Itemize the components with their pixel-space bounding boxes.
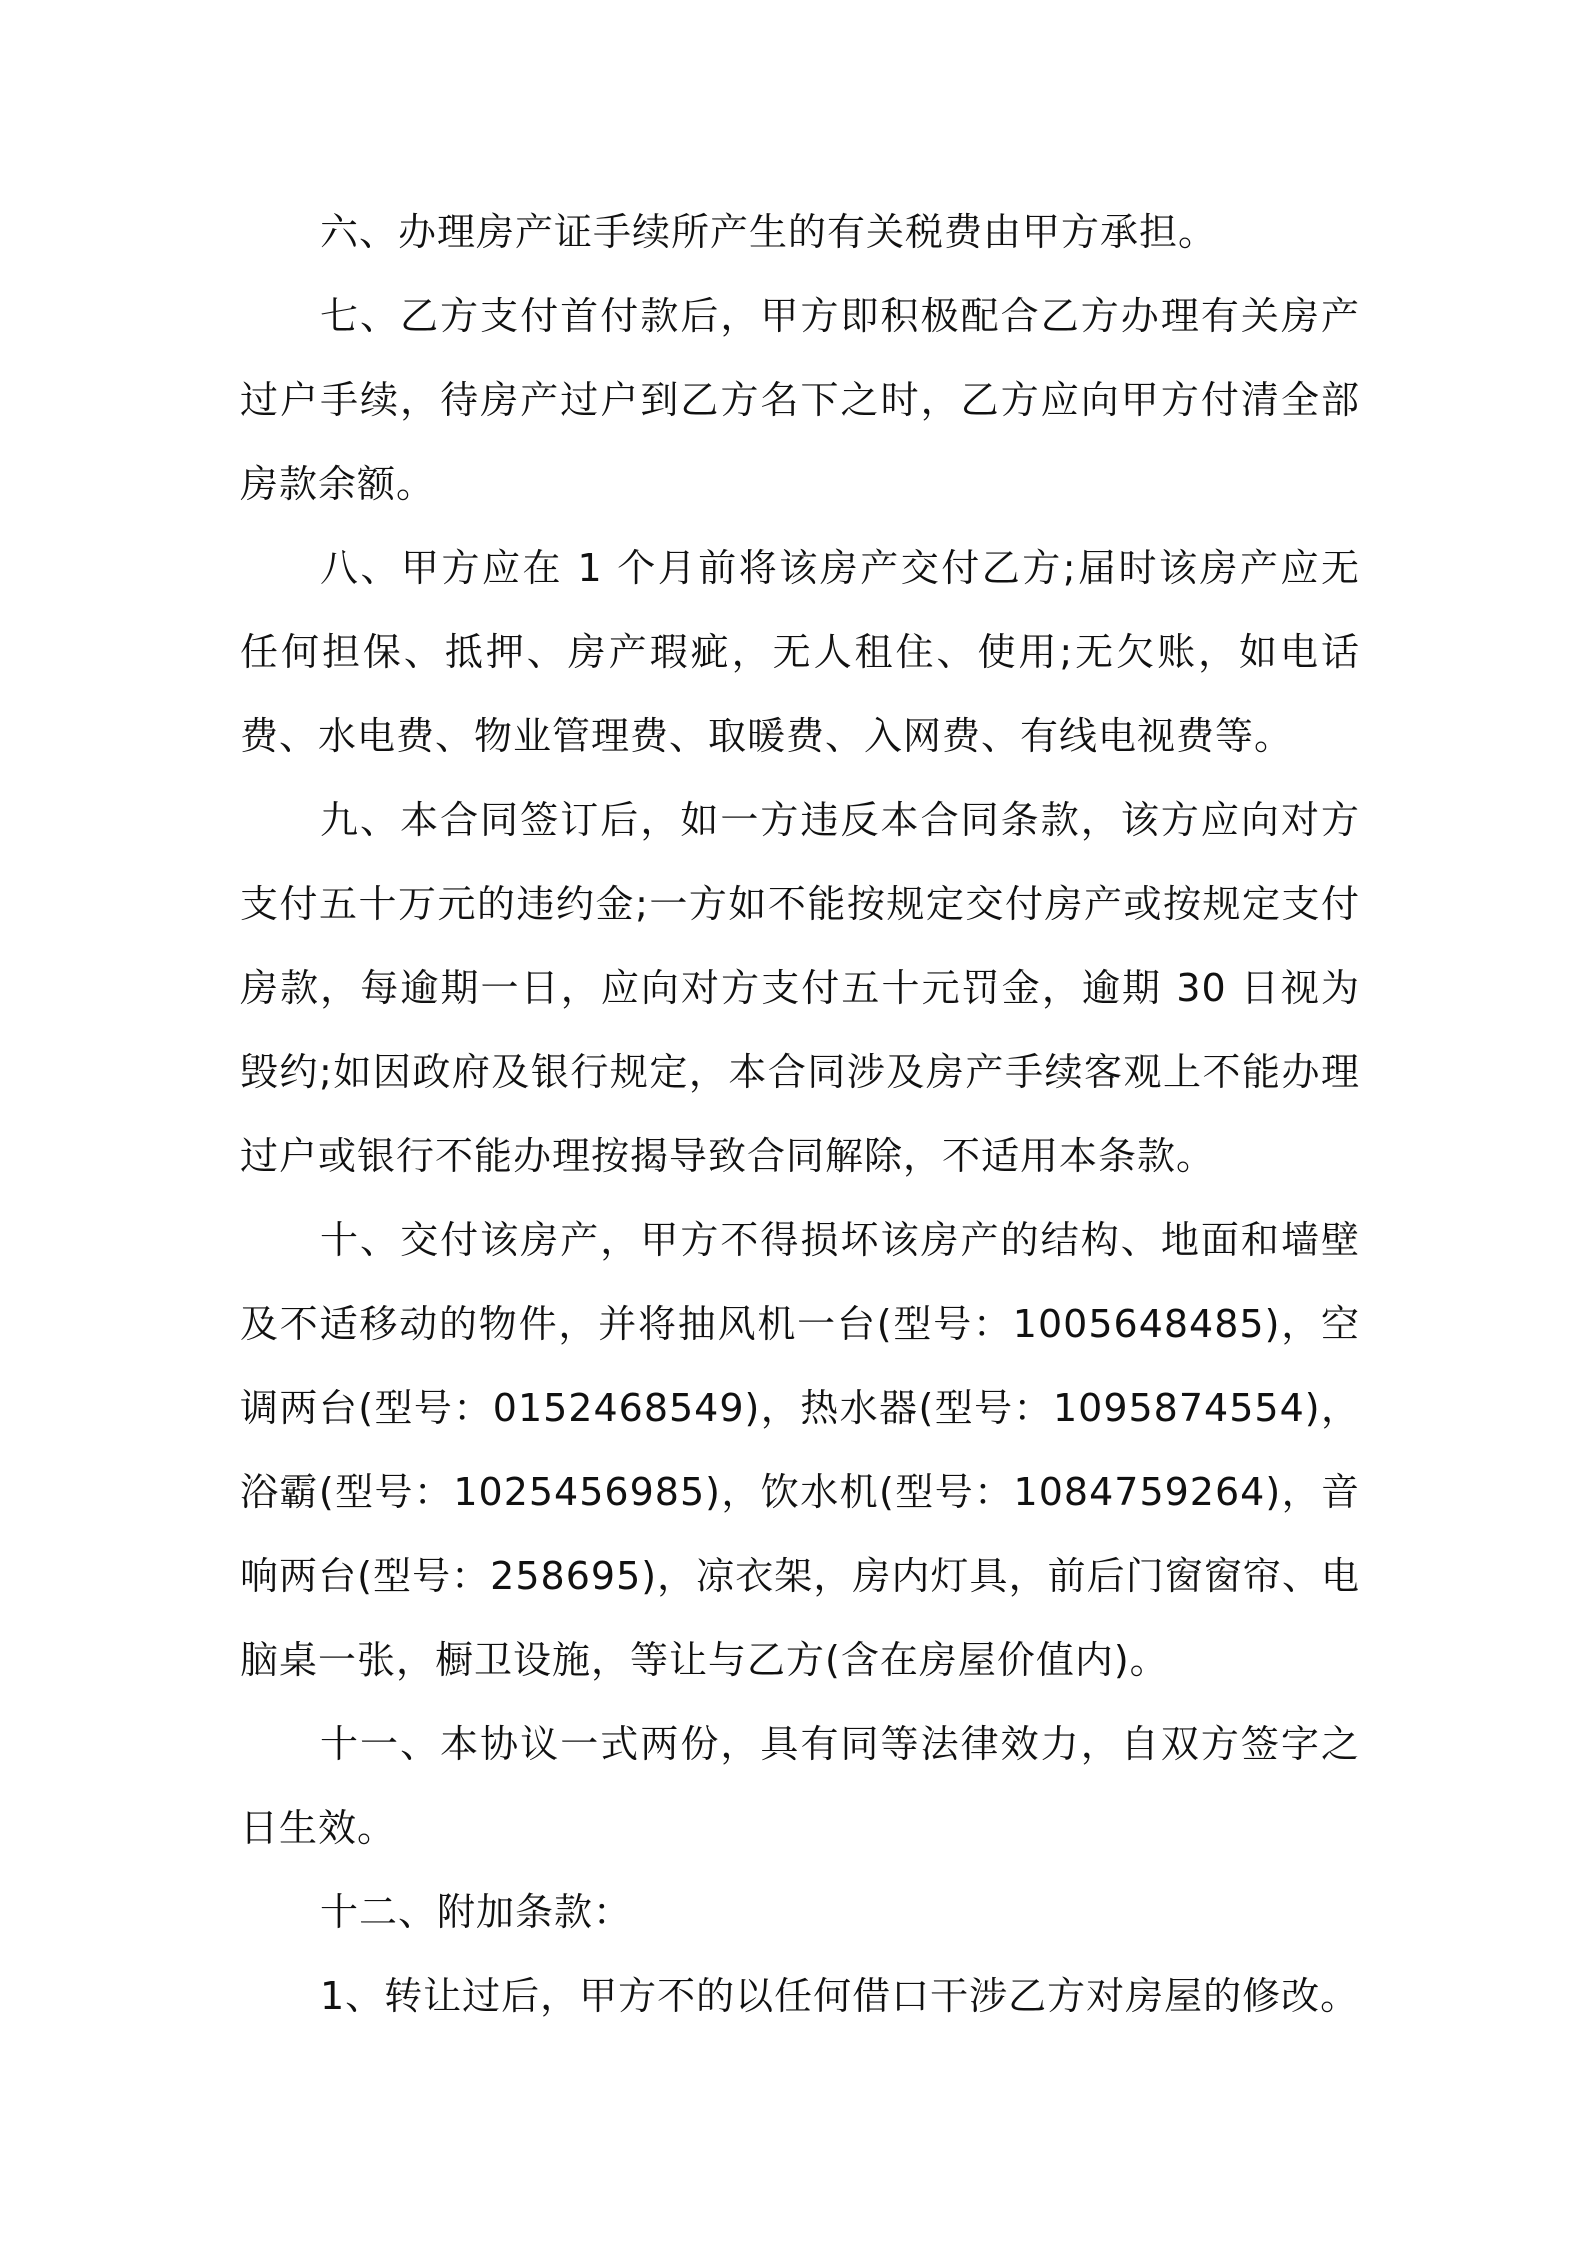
clause-7: 七、乙方支付首付款后，甲方即积极配合乙方办理有关房产过户手续，待房产过户到乙方名下之时，乙方应向甲方付清全部房款余额。 xyxy=(240,294,1360,506)
clause-8: 八、甲方应在 1 个月前将该房产交付乙方;届时该房产应无任何担保、抵押、房产瑕疵，无人租住、使用;无欠账，如电话费、水电费、物业管理费、取暖费、入网费、有线电视费等。 xyxy=(240,546,1360,758)
clause-6: 六、办理房产证手续所产生的有关税费由甲方承担。 xyxy=(320,210,1218,254)
clause-12-item-1: 1、转让过后，甲方不的以任何借口干涉乙方对房屋的修改。 xyxy=(320,1974,1360,2018)
clause-12-heading: 十二、附加条款： xyxy=(320,1890,633,1934)
clause-10: 十、交付该房产，甲方不得损坏该房产的结构、地面和墙壁及不适移动的物件，并将抽风机一台(型号：1005648485)，空调两台(型号：0152468549)，热水器(型号：1095874554)，浴霸(型号：1025456985)，饮水机(型号：1084759264)，音响两台(型号：258695)，凉衣架，房内灯具，前后门窗窗帘、电脑桌一张，橱卫设施，等让与乙方(含在房屋价值内)。 xyxy=(240,1218,1360,1682)
contract-page xyxy=(240,190,1360,2038)
clause-11: 十一、本协议一式两份，具有同等法律效力，自双方签字之日生效。 xyxy=(240,1722,1360,1850)
clause-9: 九、本合同签订后，如一方违反本合同条款，该方应向对方支付五十万元的违约金;一方如不能按规定交付房产或按规定支付房款，每逾期一日，应向对方支付五十元罚金，逾期 30 日视为毁约;如因政府及银行规定，本合同涉及房产手续客观上不能办理过户或银行不能办理按揭导致合同解除，不适用本条款。 xyxy=(240,798,1360,1178)
